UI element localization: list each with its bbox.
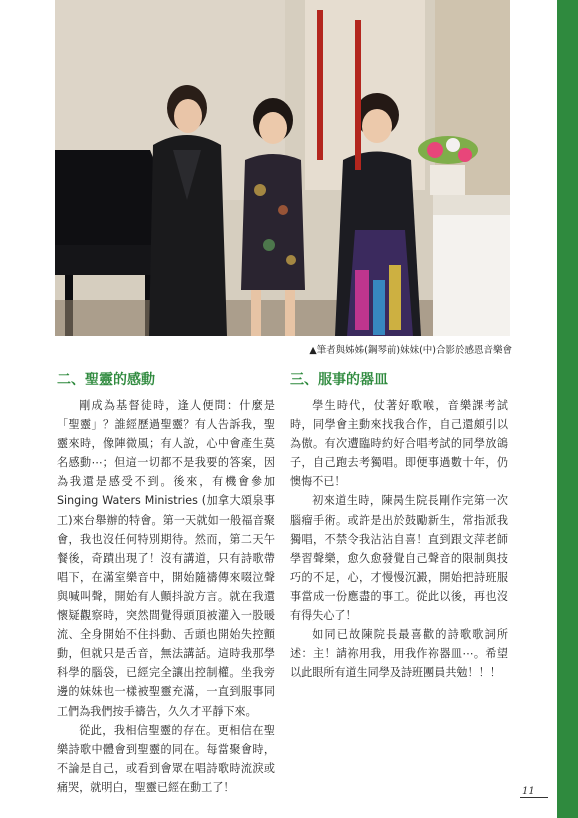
body-paragraph: 如同已故陳院長最喜歡的詩歌歌詞所述：主！請祢用我，用我作祢器皿⋯。希望以此眼所有道生同學及詩班團員共勉！！！ [290, 628, 508, 680]
page-number-rule [520, 797, 548, 798]
body-paragraph: 從此，我相信聖靈的存在。更相信在聖樂詩歌中體會到聖靈的同在。每當聚會時，不論是自己，或看到會眾在唱詩歌時流淚或痛哭，就明白，聖靈已經在動工了！ [57, 723, 275, 794]
body-paragraph: 初來道生時，陳昺生院長剛作完第一次腦瘤手術。或許是出於鼓勵新生，常指派我獨唱，不禁令我沾沾自喜！直到跟文萍老師學習聲樂，愈久愈發覺自己聲音的限制與技巧的不足，心，才慢慢沉澱，開始把詩班服事當成一份應盡的事工。從此以後，再也沒有得失心了！ [290, 494, 508, 623]
concert-photo [55, 0, 510, 336]
page-number: 11 [522, 786, 535, 797]
right-column [290, 364, 508, 682]
section-heading-spirit: 二、聖靈的感動 [57, 372, 155, 388]
body-paragraph: 剛成為基督徒時，逢人便問：什麼是「聖靈」？誰經歷過聖靈？有人告訴我，聖靈來時，像陣微風；有人說，心中會產生莫名感動⋯；但這一切都不是我要的答案，因為我還是感受不到。後來，有機會參加 Singing Waters Ministries (加拿大頌泉事工)來台舉辦的特會。第一天就如一般福音聚會，我也沒任何特別期待。然而，第二天午餐後，奇蹟出現了！沒有講道，只有詩歌帶唱下，在滿室樂音中，開始隨禱傳來啜泣聲與喊叫聲，開始有人顫抖說方言。就在我還懷疑觀察時，突然間覺得頭頂被灌入一股暖流、全身開始不住抖動、舌頭也開始失控顫動，但就只是舌音，無法講話。這時我那學科學的腦袋，已經完全讓出控制權。坐我旁邊的妹妹也一樣被聖靈充滿，一直到服事同工們為我們按手禱告，久久才平靜下來。 [57, 399, 275, 718]
section-heading-vessel: 三、服事的器皿 [290, 372, 388, 388]
page-edge-accent-bar [557, 0, 578, 818]
photo-caption: ▲筆者與姊姊(鋼琴前)妹妹(中)合影於感恩音樂會 [309, 345, 512, 356]
body-paragraph: 學生時代，仗著好歌喉，音樂課考試時，同學會主動來找我合作，自己還頗引以為傲。有次遭臨時約好合唱考試的同學放鴿子，自己跑去考獨唱。即便事過數十年，仍懊悔不已！ [290, 399, 508, 489]
left-column [57, 364, 275, 797]
